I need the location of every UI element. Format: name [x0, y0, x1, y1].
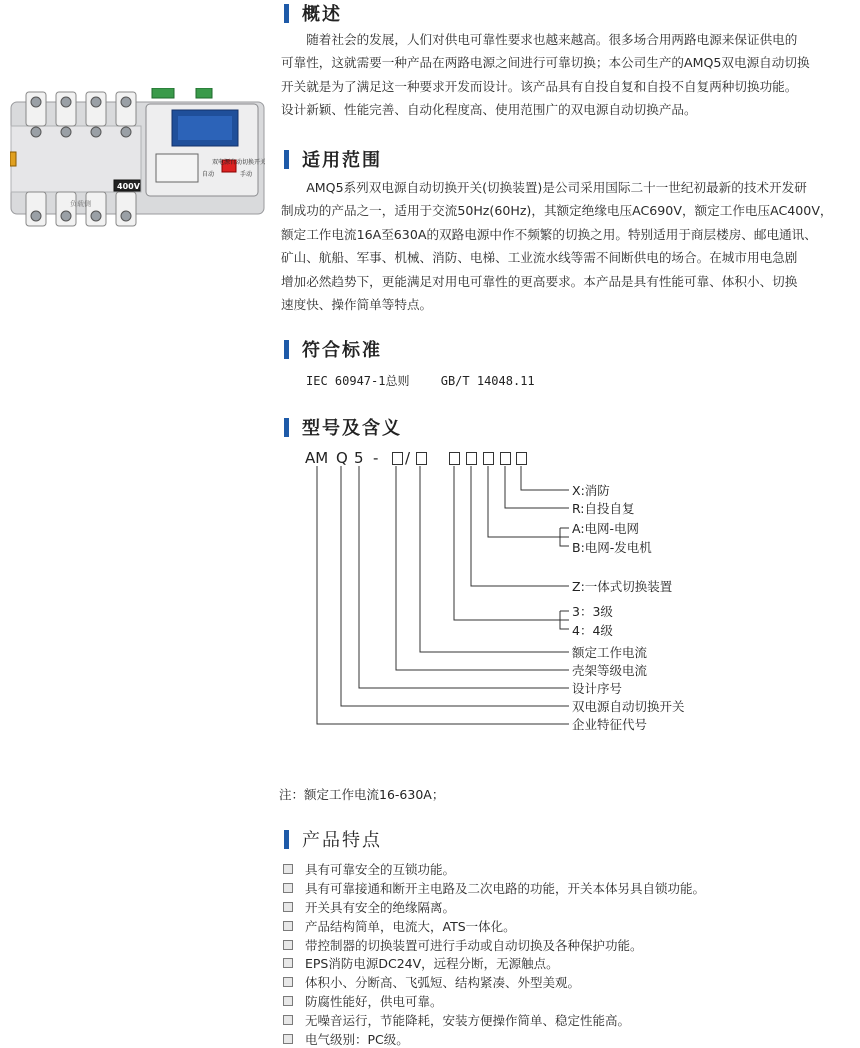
panel-title: 双电源自动切换开关 — [212, 159, 265, 166]
section-features-title — [284, 828, 382, 850]
code-am: AM — [305, 449, 329, 467]
standard-heading: 符合标准 — [302, 340, 382, 361]
features-heading: 产品特点 — [302, 830, 382, 851]
scope-line: 矿山、航船、军事、机械、消防、电梯、工业流水线等需不间断供电的场合。在城市用电急剧 — [281, 250, 798, 266]
feature-text: 电气级别：PC级。 — [305, 1031, 409, 1047]
bullet-square-icon — [283, 1034, 293, 1044]
code-5: 5 — [354, 449, 364, 467]
bullet-square-icon — [283, 902, 293, 912]
list-item — [283, 954, 843, 973]
note-text: 注：额定工作电流16-630A； — [279, 787, 445, 802]
list-item — [283, 1010, 843, 1029]
list-item — [283, 898, 843, 917]
feature-text: 具有可靠安全的互锁功能。 — [305, 862, 456, 878]
scope-line: AMQ5系列双电源自动切换开关(切换装置)是公司采用国际二十一世纪初最新的技术开发研 — [281, 180, 807, 195]
feature-text: 防腐性能好，供电可靠。 — [305, 993, 443, 1009]
feature-text: 产品结构简单，电流大，ATS一体化。 — [305, 918, 516, 934]
brand-hint: 负载侧 — [70, 200, 91, 208]
label-z: Z:一体式切换装置 — [572, 579, 673, 594]
bullet-square-icon — [283, 921, 293, 931]
list-item — [283, 860, 843, 879]
bullet-square-icon — [283, 996, 293, 1006]
bullet-square-icon — [283, 940, 293, 950]
bullet-square-icon — [283, 864, 293, 874]
bullet-square-icon — [283, 883, 293, 893]
label-x: X:消防 — [572, 483, 610, 498]
feature-text: EPS消防电源DC24V，远程分断，无源触点。 — [305, 956, 559, 972]
list-item — [283, 973, 843, 992]
overview-heading: 概述 — [302, 4, 342, 25]
scope-line: 速度快、操作简单等特点。 — [281, 297, 433, 313]
label-rated-current: 额定工作电流 — [572, 645, 648, 660]
feature-text: 带控制器的切换装置可进行手动或自动切换及各种保护功能。 — [305, 937, 643, 953]
label-frame-current: 壳架等级电流 — [572, 663, 648, 678]
label-serial: 设计序号 — [572, 681, 623, 696]
overview-line: 随着社会的发展，人们对供电可靠性要求也越来越高。很多场合用两路电源来保证供电的 — [281, 32, 798, 47]
label-4pole: 4：4级 — [572, 623, 613, 638]
overview-line: 开关就是为了满足这一种要求开发而设计。该产品具有自投自复和自投不自复两种切换功能。 — [281, 78, 798, 94]
label-dual-switch: 双电源自动切换开关 — [572, 699, 685, 714]
list-item — [283, 992, 843, 1011]
feature-text: 具有可靠接通和断开主电路及二次电路的功能，开关本体另具自锁功能。 — [305, 881, 706, 897]
list-item — [283, 1029, 843, 1048]
features-list — [283, 860, 843, 1048]
scope-line: 额定工作电流16A至630A的双路电源中作不频繁的切换之用。特别适用于商层楼房、邮电通讯、 — [281, 226, 817, 242]
label-a: A:电网-电网 — [572, 521, 640, 536]
bullet-square-icon — [283, 1015, 293, 1025]
code-q: Q — [336, 449, 348, 467]
scope-line: 制成功的产品之一，适用于交流50Hz(60Hz)，其额定绝缘电压AC690V，额定工作电压AC400V， — [281, 203, 833, 219]
voltage-label: 400V — [117, 182, 140, 191]
label-r: R:自投自复 — [572, 501, 635, 516]
list-item — [283, 879, 843, 898]
label-company-code: 企业特征代号 — [572, 717, 648, 732]
list-item — [283, 916, 843, 935]
feature-text: 无噪音运行，节能降耗，安装方便操作简单、稳定性能高。 — [305, 1012, 631, 1028]
feature-text: 开关具有安全的绝缘隔离。 — [305, 899, 456, 915]
code-dash: - — [373, 449, 379, 467]
bullet-square-icon — [283, 958, 293, 968]
list-item — [283, 935, 843, 954]
scope-heading: 适用范围 — [302, 150, 382, 171]
manual-label: 手动 — [240, 171, 253, 178]
standard-item: GB/T 14048.11 — [440, 374, 535, 388]
model-heading: 型号及含义 — [302, 418, 402, 439]
section-marker — [284, 830, 289, 849]
feature-text: 体积小、分断高、飞弧短、结构紧凑、外型美观。 — [305, 975, 581, 991]
overview-line: 设计新颖、性能完善、自动化程度高、使用范围广的双电源自动切换产品。 — [281, 102, 697, 118]
auto-label: 自动 — [202, 171, 215, 178]
overview-line: 可靠性，这就需要一种产品在两路电源之间进行可靠切换；本公司生产的AMQ5双电源自动切换 — [281, 55, 810, 71]
code-slash: / — [405, 449, 411, 467]
bullet-square-icon — [283, 977, 293, 987]
scope-line: 增加必然趋势下，更能满足对用电可靠性的更高要求。本产品是具有性能可靠、体积小、切换 — [281, 273, 798, 289]
label-b: B:电网-发电机 — [572, 540, 652, 555]
standard-item: IEC 60947-1总则 — [306, 374, 410, 388]
label-3pole: 3：3级 — [572, 604, 613, 619]
